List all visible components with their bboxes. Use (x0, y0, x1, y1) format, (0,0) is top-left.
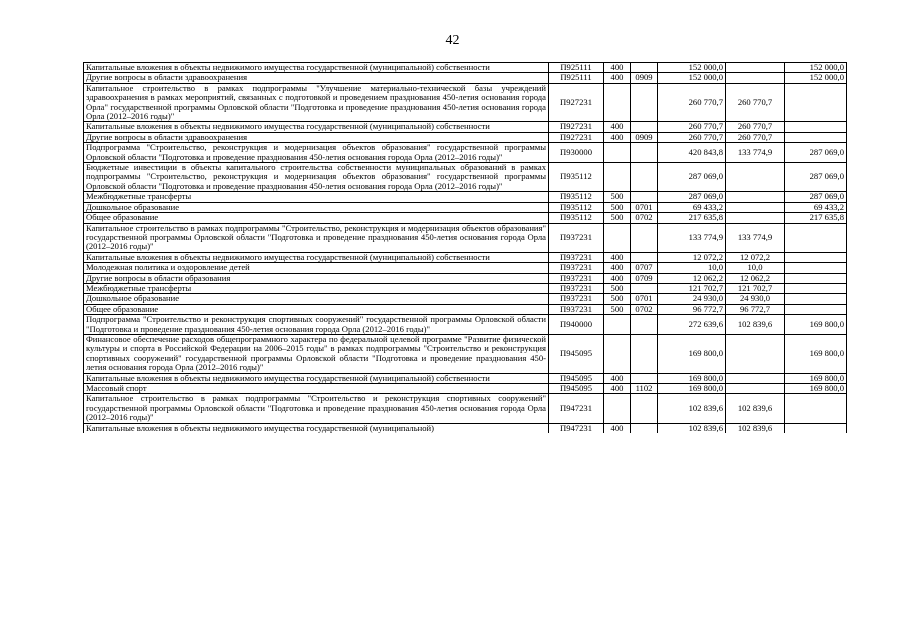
row-name-cell: Капитальное строительство в рамках подпрограммы "Улучшение материально-технической базы учреждений здравоохранения в рамках мероприятий, связанных с подготовкой и проведением празднования 450-летия основания города Орла" государственной программы Орловской области "Подготовка и проведение празднования 450-летия основания города Орла (2012–2016 годы)" (84, 83, 549, 122)
row-name-cell: Подпрограмма "Строительство и реконструкция спортивных сооружений" государственной программы Орловской области "Подготовка и проведение празднования 450-летия основания города Орла (2012–2016 годы)" (84, 315, 549, 335)
row-name-cell: Капитальные вложения в объекты недвижимого имущества государственной (муниципальной) собственности (84, 373, 549, 383)
expense-type-cell: 400 (604, 252, 631, 262)
total-amount-cell: 260 770,7 (658, 132, 726, 142)
amount-col3-cell: 169 800,0 (785, 373, 847, 383)
target-code-cell: П935112 (549, 192, 604, 202)
section-code-cell (631, 83, 658, 122)
table-row (84, 273, 847, 283)
table-row (84, 213, 847, 223)
row-name-cell: Капитальное строительство в рамках подпрограммы "Строительство, реконструкция и модернизация объектов образования" государственной программы Орловской области "Подготовка и проведение празднования 450-летия основания города Орла (2012–2016 годы)" (84, 223, 549, 252)
amount-col2-cell (726, 192, 785, 202)
table-row (84, 223, 847, 252)
expense-type-cell: 500 (604, 192, 631, 202)
total-amount-cell: 260 770,7 (658, 83, 726, 122)
expense-type-cell (604, 163, 631, 192)
section-code-cell: 0702 (631, 304, 658, 314)
row-name-cell: Бюджетные инвестиции в объекты капитального строительства собственности муниципальных образований в рамках подпрограммы "Строительство, реконструкция и модернизация объектов образования" государственной программы Орловской области "Подготовка и проведение празднования 450-летия основания города Орла (2012–2016 годы)" (84, 163, 549, 192)
section-code-cell: 0909 (631, 73, 658, 83)
total-amount-cell: 69 433,2 (658, 202, 726, 212)
row-name-cell: Межбюджетные трансферты (84, 192, 549, 202)
amount-col3-cell: 152 000,0 (785, 63, 847, 73)
expense-type-cell: 400 (604, 273, 631, 283)
section-code-cell (631, 373, 658, 383)
amount-col2-cell: 12 072,2 (726, 252, 785, 262)
amount-col2-cell: 260 770,7 (726, 132, 785, 142)
expense-type-cell: 500 (604, 202, 631, 212)
total-amount-cell: 152 000,0 (658, 63, 726, 73)
target-code-cell: П930000 (549, 143, 604, 163)
total-amount-cell: 287 069,0 (658, 163, 726, 192)
amount-col3-cell: 287 069,0 (785, 143, 847, 163)
amount-col3-cell: 169 800,0 (785, 315, 847, 335)
target-code-cell: П945095 (549, 373, 604, 383)
amount-col2-cell (726, 163, 785, 192)
row-name-cell: Подпрограмма "Строительство, реконструкция и модернизация объектов образования" государственной программы Орловской области "Подготовка и проведение празднования 450-летия основания города Орла (2012–2016 годы)" (84, 143, 549, 163)
table-row (84, 384, 847, 394)
section-code-cell (631, 192, 658, 202)
row-name-cell: Другие вопросы в области здравоохранения (84, 73, 549, 83)
total-amount-cell: 102 839,6 (658, 394, 726, 423)
row-name-cell: Капитальное строительство в рамках подпрограммы "Строительство и реконструкция спортивных сооружений" государственной программы Орловской области "Подготовка и проведение празднования 450-летия основания города Орла (2012–2016 годы)" (84, 394, 549, 423)
amount-col2-cell (726, 213, 785, 223)
section-code-cell (631, 423, 658, 433)
amount-col3-cell (785, 263, 847, 273)
expense-type-cell: 400 (604, 384, 631, 394)
amount-col2-cell: 133 774,9 (726, 143, 785, 163)
table-row (84, 315, 847, 335)
amount-col3-cell: 169 800,0 (785, 384, 847, 394)
total-amount-cell: 169 800,0 (658, 373, 726, 383)
table-row (84, 304, 847, 314)
target-code-cell: П947231 (549, 394, 604, 423)
row-name-cell: Капитальные вложения в объекты недвижимого имущества государственной (муниципальной) (84, 423, 549, 433)
expense-type-cell (604, 334, 631, 373)
amount-col2-cell (726, 373, 785, 383)
amount-col3-cell (785, 423, 847, 433)
table-row (84, 63, 847, 73)
amount-col3-cell (785, 252, 847, 262)
total-amount-cell: 272 639,6 (658, 315, 726, 335)
section-code-cell (631, 63, 658, 73)
row-name-cell: Другие вопросы в области образования (84, 273, 549, 283)
table-row (84, 252, 847, 262)
target-code-cell: П937231 (549, 252, 604, 262)
expense-type-cell: 500 (604, 304, 631, 314)
expense-type-cell: 400 (604, 63, 631, 73)
amount-col2-cell: 121 702,7 (726, 283, 785, 293)
row-name-cell: Капитальные вложения в объекты недвижимого имущества государственной (муниципальной) собственности (84, 252, 549, 262)
expense-type-cell (604, 83, 631, 122)
amount-col3-cell (785, 294, 847, 304)
table-row (84, 283, 847, 293)
total-amount-cell: 169 800,0 (658, 334, 726, 373)
table-row (84, 294, 847, 304)
target-code-cell: П937231 (549, 223, 604, 252)
row-name-cell: Капитальные вложения в объекты недвижимого имущества государственной (муниципальной) собственности (84, 63, 549, 73)
total-amount-cell: 12 072,2 (658, 252, 726, 262)
table-row (84, 394, 847, 423)
expense-type-cell: 500 (604, 294, 631, 304)
table-row (84, 202, 847, 212)
table-row (84, 132, 847, 142)
target-code-cell: П937231 (549, 263, 604, 273)
budget-table (83, 62, 847, 433)
amount-col2-cell: 12 062,2 (726, 273, 785, 283)
total-amount-cell: 24 930,0 (658, 294, 726, 304)
section-code-cell: 0709 (631, 273, 658, 283)
total-amount-cell: 169 800,0 (658, 384, 726, 394)
amount-col3-cell (785, 283, 847, 293)
total-amount-cell: 121 702,7 (658, 283, 726, 293)
amount-col2-cell: 102 839,6 (726, 394, 785, 423)
total-amount-cell: 260 770,7 (658, 122, 726, 132)
amount-col2-cell: 96 772,7 (726, 304, 785, 314)
row-name-cell: Финансовое обеспечение расходов общепрограммного характера по федеральной целевой программе "Развитие физической культуры и спорта в Российской Федерации на 2006–2015 годы" в рамках подпрограммы "Строительство и реконструкция спортивных сооружений" государственной программы Орловской области "Подготовка и проведение празднования 450-летия основания города Орла (2012–2016 годы)" (84, 334, 549, 373)
table-row (84, 73, 847, 83)
section-code-cell (631, 252, 658, 262)
target-code-cell: П925111 (549, 73, 604, 83)
section-code-cell: 0702 (631, 213, 658, 223)
expense-type-cell (604, 143, 631, 163)
amount-col3-cell: 69 433,2 (785, 202, 847, 212)
section-code-cell (631, 143, 658, 163)
expense-type-cell: 400 (604, 263, 631, 273)
target-code-cell: П935112 (549, 213, 604, 223)
section-code-cell (631, 283, 658, 293)
target-code-cell: П927231 (549, 122, 604, 132)
total-amount-cell: 10,0 (658, 263, 726, 273)
target-code-cell: П947231 (549, 423, 604, 433)
section-code-cell: 0701 (631, 202, 658, 212)
total-amount-cell: 287 069,0 (658, 192, 726, 202)
table-row (84, 334, 847, 373)
section-code-cell: 0909 (631, 132, 658, 142)
row-name-cell: Межбюджетные трансферты (84, 283, 549, 293)
section-code-cell: 0707 (631, 263, 658, 273)
amount-col3-cell: 217 635,8 (785, 213, 847, 223)
amount-col2-cell: 102 839,6 (726, 315, 785, 335)
target-code-cell: П927231 (549, 83, 604, 122)
amount-col2-cell: 102 839,6 (726, 423, 785, 433)
target-code-cell: П940000 (549, 315, 604, 335)
expense-type-cell: 400 (604, 373, 631, 383)
amount-col3-cell (785, 122, 847, 132)
amount-col3-cell (785, 132, 847, 142)
amount-col3-cell: 152 000,0 (785, 73, 847, 83)
amount-col2-cell (726, 202, 785, 212)
table-row (84, 122, 847, 132)
amount-col2-cell (726, 73, 785, 83)
target-code-cell: П927231 (549, 132, 604, 142)
section-code-cell (631, 163, 658, 192)
section-code-cell (631, 334, 658, 373)
total-amount-cell: 420 843,8 (658, 143, 726, 163)
target-code-cell: П945095 (549, 334, 604, 373)
total-amount-cell: 133 774,9 (658, 223, 726, 252)
amount-col3-cell (785, 273, 847, 283)
row-name-cell: Другие вопросы в области здравоохранения (84, 132, 549, 142)
target-code-cell: П945095 (549, 384, 604, 394)
table-row (84, 163, 847, 192)
expense-type-cell: 400 (604, 73, 631, 83)
amount-col3-cell: 287 069,0 (785, 163, 847, 192)
amount-col3-cell (785, 394, 847, 423)
target-code-cell: П937231 (549, 294, 604, 304)
table-row (84, 373, 847, 383)
row-name-cell: Общее образование (84, 304, 549, 314)
row-name-cell: Общее образование (84, 213, 549, 223)
amount-col3-cell (785, 223, 847, 252)
amount-col2-cell (726, 384, 785, 394)
table-row (84, 263, 847, 273)
amount-col3-cell: 169 800,0 (785, 334, 847, 373)
total-amount-cell: 152 000,0 (658, 73, 726, 83)
total-amount-cell: 12 062,2 (658, 273, 726, 283)
total-amount-cell: 96 772,7 (658, 304, 726, 314)
expense-type-cell (604, 394, 631, 423)
target-code-cell: П937231 (549, 283, 604, 293)
target-code-cell: П935112 (549, 202, 604, 212)
table-row (84, 192, 847, 202)
expense-type-cell: 400 (604, 423, 631, 433)
section-code-cell (631, 394, 658, 423)
expense-type-cell (604, 315, 631, 335)
table-row (84, 423, 847, 433)
amount-col3-cell (785, 83, 847, 122)
table-row (84, 83, 847, 122)
amount-col3-cell: 287 069,0 (785, 192, 847, 202)
section-code-cell: 0701 (631, 294, 658, 304)
amount-col2-cell (726, 334, 785, 373)
row-name-cell: Дошкольное образование (84, 294, 549, 304)
total-amount-cell: 102 839,6 (658, 423, 726, 433)
target-code-cell: П937231 (549, 273, 604, 283)
target-code-cell: П925111 (549, 63, 604, 73)
amount-col2-cell: 133 774,9 (726, 223, 785, 252)
expense-type-cell: 500 (604, 283, 631, 293)
expense-type-cell: 500 (604, 213, 631, 223)
section-code-cell (631, 223, 658, 252)
amount-col2-cell (726, 63, 785, 73)
total-amount-cell: 217 635,8 (658, 213, 726, 223)
row-name-cell: Массовый спорт (84, 384, 549, 394)
page-number: 42 (445, 33, 460, 48)
amount-col2-cell: 24 930,0 (726, 294, 785, 304)
row-name-cell: Дошкольное образование (84, 202, 549, 212)
table-row (84, 143, 847, 163)
amount-col2-cell: 260 770,7 (726, 122, 785, 132)
expense-type-cell: 400 (604, 122, 631, 132)
target-code-cell: П935112 (549, 163, 604, 192)
expense-type-cell (604, 223, 631, 252)
amount-col3-cell (785, 304, 847, 314)
row-name-cell: Молодежная политика и оздоровление детей (84, 263, 549, 273)
section-code-cell (631, 122, 658, 132)
section-code-cell: 1102 (631, 384, 658, 394)
amount-col2-cell: 260 770,7 (726, 83, 785, 122)
row-name-cell: Капитальные вложения в объекты недвижимого имущества государственной (муниципальной) собственности (84, 122, 549, 132)
section-code-cell (631, 315, 658, 335)
target-code-cell: П937231 (549, 304, 604, 314)
amount-col2-cell: 10,0 (726, 263, 785, 273)
table-body (84, 63, 847, 434)
expense-type-cell: 400 (604, 132, 631, 142)
